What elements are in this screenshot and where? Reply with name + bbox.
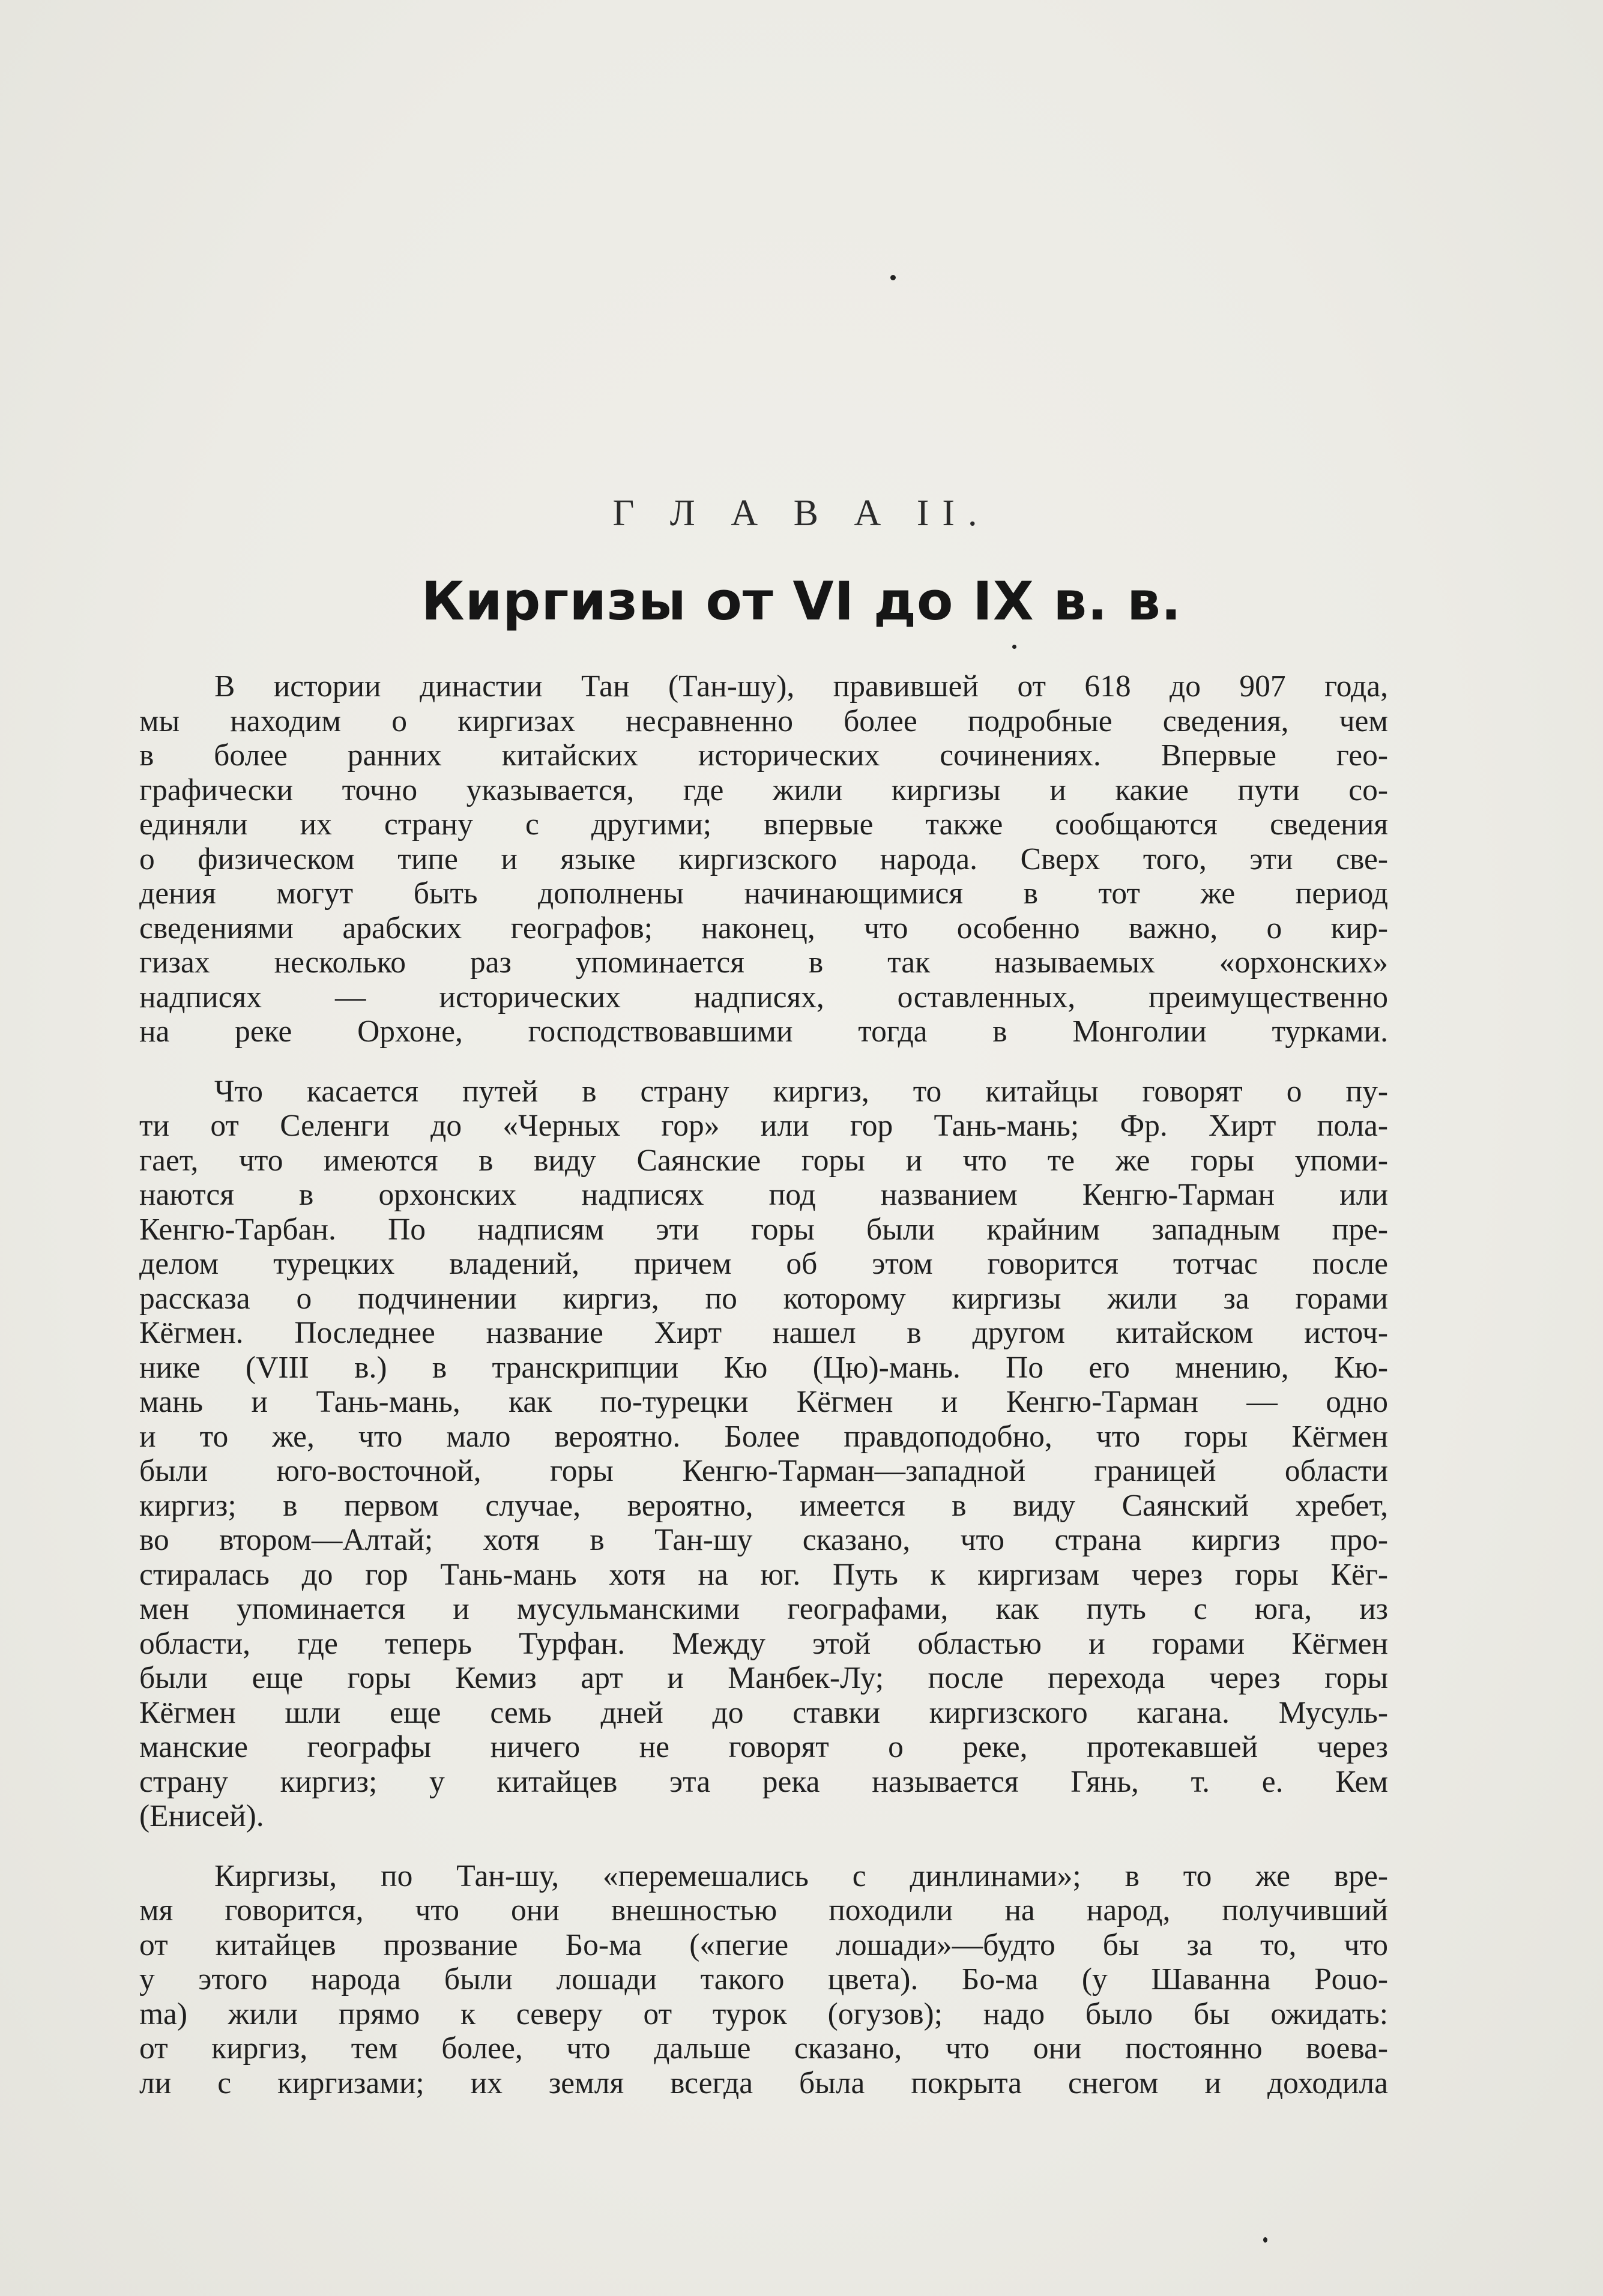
text-line: от киргиз, тем более, что дальше сказано, что они постоянно воева-	[139, 2031, 1388, 2065]
text-line: гизах несколько раз упоминается в так называемых «орхонских»	[139, 945, 1388, 980]
ink-speck	[1263, 2237, 1267, 2243]
text-line: на реке Орхоне, господствовавшими тогда в Монголии турками.	[139, 1014, 1388, 1049]
text-line: во втором—Алтай; хотя в Тан-шу сказано, что страна киргиз про-	[139, 1523, 1388, 1557]
text-line: мя говорится, что они внешностью походили на народ, получивший	[139, 1893, 1388, 1927]
text-line: графически точно указывается, где жили киргизы и какие пути со-	[139, 773, 1388, 807]
text-line: надписях — исторических надписях, оставленных, преимущественно	[139, 980, 1388, 1014]
ink-speck	[890, 275, 896, 280]
text-line: (Енисей).	[139, 1799, 264, 1833]
chapter-title: Киргизы от VI до IX в. в.	[421, 570, 1182, 632]
text-line: и то же, что мало вероятно. Более правдоподобно, что горы Кёгмен	[139, 1419, 1388, 1454]
text-line: манские географы ничего не говорят о реке, протекавшей через	[139, 1730, 1388, 1764]
text-line: дения могут быть дополнены начинающимися в тот же период	[139, 876, 1388, 911]
text-line: ти от Селенги до «Черных гор» или гор Тань-мань; Фр. Хирт пола-	[139, 1109, 1388, 1143]
text-line: были юго-восточной, горы Кенгю-Тарман—западной границей области	[139, 1454, 1388, 1488]
text-line: Кёгмен шли еще семь дней до ставки киргизского кагана. Мусуль-	[139, 1695, 1388, 1730]
text-line: Кенгю-Тарбан. По надписям эти горы были крайним западным пре-	[139, 1212, 1388, 1247]
ink-speck	[1012, 645, 1016, 649]
paragraph-1	[139, 669, 1388, 1049]
text-line: ли с киргизами; их земля всегда была покрыта снегом и доходила	[139, 2065, 1388, 2100]
text-line: ma) жили прямо к северу от турок (огузов); надо было бы ожидать:	[139, 1996, 1388, 2031]
text-line: Что касается путей в страну киргиз, то китайцы говорят о пу-	[214, 1074, 1388, 1109]
text-line: мы находим о киргизах несравненно более подробные сведения, чем	[139, 704, 1388, 738]
text-line: о физическом типе и языке киргизского народа. Сверх того, эти све-	[139, 842, 1388, 876]
text-line: мань и Тань-мань, как по-турецки Кёгмен и Кенгю-Тарман — одно	[139, 1385, 1388, 1419]
text-line: единяли их страну с другими; впервые также сообщаются сведения	[139, 807, 1388, 842]
body-text	[139, 669, 1388, 2100]
text-line: в более ранних китайских исторических сочинениях. Впервые гео-	[139, 738, 1388, 773]
text-line: наются в орхонских надписях под названием Кенгю-Тарман или	[139, 1178, 1388, 1212]
text-line: Кёгмен. Последнее название Хирт нашел в другом китайском источ-	[139, 1316, 1388, 1350]
text-line: сведениями арабских географов; наконец, что особенно важно, о кир-	[139, 911, 1388, 945]
text-line: у этого народа были лошади такого цвета). Бо-ма (у Шаванна Pouo-	[139, 1962, 1388, 1996]
text-line: киргиз; в первом случае, вероятно, имеется в виду Саянский хребет,	[139, 1488, 1388, 1523]
text-line: гает, что имеются в виду Саянские горы и что те же горы упоми-	[139, 1143, 1388, 1178]
text-line: страну киргиз; у китайцев эта река называется Гянь, т. е. Кем	[139, 1764, 1388, 1799]
text-line: рассказа о подчинении киргиз, по которому киргизы жили за горами	[139, 1281, 1388, 1316]
text-line: делом турецких владений, причем об этом говорится тотчас после	[139, 1247, 1388, 1281]
paragraph-2	[139, 1074, 1388, 1834]
text-line: нике (VIII в.) в транскрипции Кю (Цю)-мань. По его мнению, Кю-	[139, 1350, 1388, 1385]
chapter-label: Г Л А В А II.	[612, 493, 991, 534]
text-line: были еще горы Кемиз арт и Манбек-Лу; после перехода через горы	[139, 1661, 1388, 1695]
text-line: В истории династии Тан (Тан-шу), правившей от 618 до 907 года,	[214, 669, 1388, 704]
text-line: Киргизы, по Тан-шу, «перемешались с динлинами»; в то же вре-	[214, 1858, 1388, 1893]
text-line: области, где теперь Турфан. Между этой областью и горами Кёгмен	[139, 1626, 1388, 1661]
text-line: стиралась до гор Тань-мань хотя на юг. Путь к киргизам через горы Кёг-	[139, 1557, 1388, 1592]
paragraph-3	[139, 1859, 1388, 2101]
text-line: от китайцев прозвание Бо-ма («пегие лошади»—будто бы за то, что	[139, 1927, 1388, 1962]
text-line: мен упоминается и мусульманскими географами, как путь с юга, из	[139, 1592, 1388, 1626]
